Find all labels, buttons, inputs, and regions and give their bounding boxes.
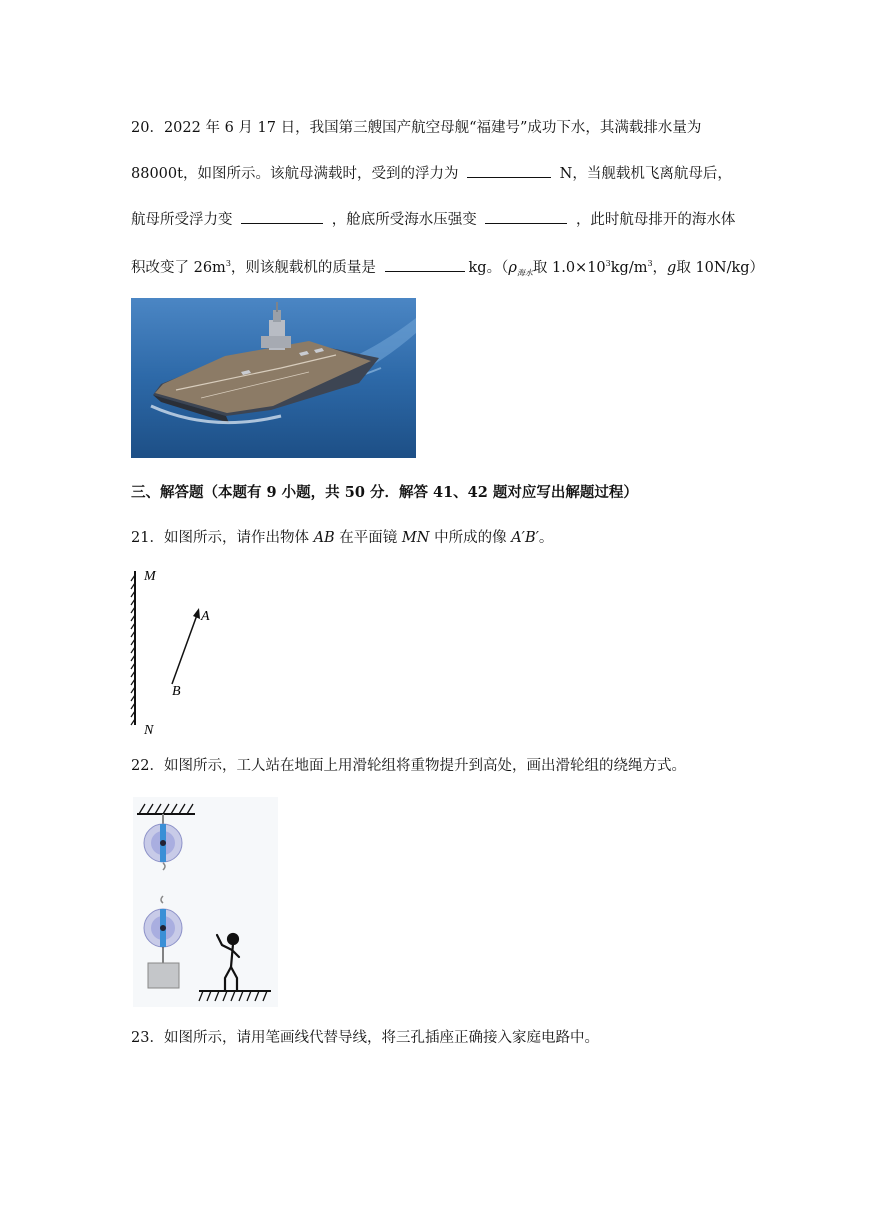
q20-text-4a: 积改变了 26m: [131, 259, 226, 276]
plane-mirror-diagram: [120, 563, 230, 743]
arrow-head: [193, 608, 200, 619]
q21-text-d: 。: [538, 530, 554, 546]
q20-line-4: [131, 254, 764, 284]
q23-text: 23．如图所示，请用笔画线代替导线，将三孔插座正确接入家庭电路中。: [131, 1030, 599, 1046]
q21-text-b: 在平面镜: [334, 530, 402, 546]
aircraft-carrier-photo: [131, 298, 416, 458]
rho-symbol: ρ: [508, 259, 517, 276]
mirror-mn-label: MN: [401, 530, 430, 546]
q20-line-1: [131, 118, 701, 138]
section-3-text: 三、解答题（本题有 9 小题，共 50 分．解答 41、42 题对应写出解题过程）: [131, 484, 638, 501]
label-a: A: [201, 609, 210, 624]
unit-exponent: 3: [647, 259, 653, 268]
rho-subscript: 海水: [516, 268, 533, 278]
density-exponent: 3: [605, 259, 611, 268]
label-m: M: [144, 569, 156, 584]
mass-answer-blank[interactable]: [385, 257, 465, 272]
q20-line-2: [131, 163, 732, 184]
q21-text-c: 中所成的像: [429, 530, 512, 546]
q20-text-4b: ，则该舰载机的质量是: [230, 259, 376, 276]
volume-exponent: 3: [225, 259, 231, 268]
section-3-heading: [131, 483, 638, 503]
q20-text-3a: 航母所受浮力变: [131, 212, 233, 228]
q21-line: [131, 528, 553, 548]
object-arrow: [172, 615, 197, 684]
pressure-change-blank[interactable]: [485, 209, 567, 224]
q20-text-4c: kg。（: [468, 259, 509, 276]
q20-text-1: 20．2022 年 6 月 17 日，我国第三艘国产航空母舰“福建号”成功下水，其满载排水量为: [131, 120, 702, 136]
q20-text-4g: 取 10N/kg）: [676, 259, 765, 276]
object-ab-label: AB: [313, 530, 335, 546]
buoyancy-answer-blank[interactable]: [467, 163, 551, 178]
pulley-system-diagram: [133, 797, 278, 1007]
q20-text-2b: N，当舰载机飞离航母后，: [559, 166, 732, 182]
image-ab-label: A′B′: [511, 530, 539, 546]
buoyancy-change-blank[interactable]: [241, 209, 323, 224]
q20-text-4e: kg/m: [610, 259, 648, 276]
g-symbol: g: [667, 259, 677, 276]
q22-text: 22．如图所示，工人站在地面上用滑轮组将重物提升到高处，画出滑轮组的绕绳方式。: [131, 758, 686, 774]
q20-text-3b: ，舱底所受海水压强变: [331, 212, 477, 228]
label-b: B: [172, 684, 181, 699]
q20-text-2a: 88000t，如图所示。该航母满载时，受到的浮力为: [131, 166, 459, 182]
q20-line-3: [131, 209, 735, 230]
q21-text-a: 21．如图所示，请作出物体: [131, 530, 314, 546]
q20-text-4d: 取 1.0×10: [532, 259, 606, 276]
q22-line: [131, 756, 686, 776]
heavy-weight-box: [148, 963, 179, 988]
q20-text-3c: ，此时航母排开的海水体: [575, 212, 736, 228]
q23-line: [131, 1028, 599, 1048]
label-n: N: [144, 723, 154, 738]
q20-text-4f: ，: [652, 259, 668, 276]
